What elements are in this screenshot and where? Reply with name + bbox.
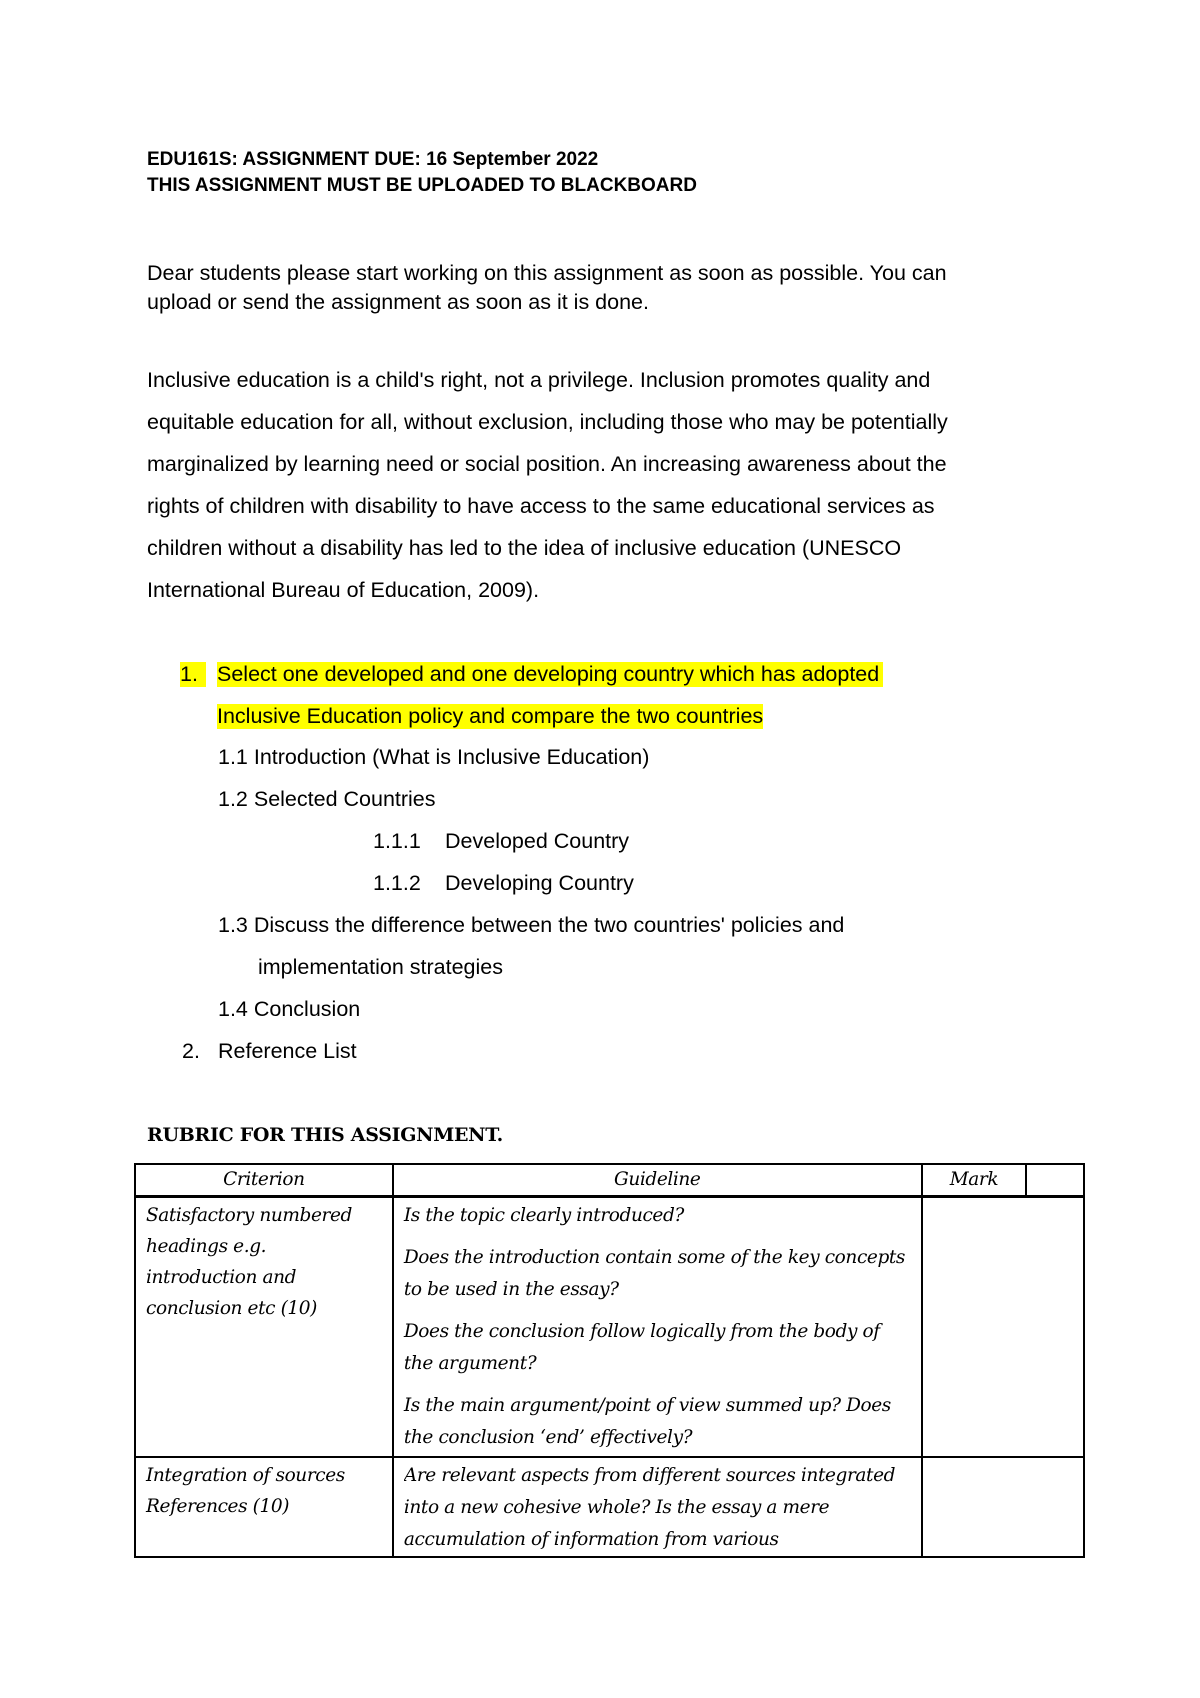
guideline-text: Does the introduction contain some of the key concepts to be used in the essay?: [403, 1247, 906, 1300]
paragraph-line: children without a disability has led to the idea of inclusive education (UNESCO: [147, 536, 902, 560]
guideline-cell: [393, 1457, 922, 1557]
guideline-text: Is the main argument/point of view summed up? Does the conclusion ‘end’ effectively?: [403, 1395, 891, 1448]
subtask-selected-countries: 1.2 Selected Countries: [218, 787, 436, 811]
mark-extra-header-cell: [1026, 1164, 1084, 1197]
rubric-header-row: [135, 1164, 1084, 1197]
mark-header: Mark: [922, 1164, 1027, 1197]
rubric-table: [134, 1163, 1085, 1558]
subtask-conclusion: 1.4 Conclusion: [218, 997, 361, 1021]
task-1-line-2: Inclusive Education policy and compare the two countries: [217, 704, 764, 728]
criterion-line: Integration of sources: [146, 1465, 345, 1486]
criterion-line: Satisfactory numbered: [146, 1205, 352, 1226]
criterion-line: References (10): [146, 1496, 290, 1517]
task-1-line-1: Select one developed and one developing country which has adopted: [217, 662, 883, 687]
subtask-introduction: 1.1 Introduction (What is Inclusive Education): [218, 745, 650, 769]
subsubtask-developed-country: Developed Country: [445, 829, 630, 853]
subtask-discuss-line-2: implementation strategies: [258, 955, 503, 979]
paragraph-line: marginalized by learning need or social position. An increasing awareness about the: [147, 452, 947, 476]
task-2-reference-list: Reference List: [218, 1039, 357, 1063]
subsubtask-2-number: 1.1.2: [373, 871, 421, 895]
task-1-number: 1.: [180, 662, 206, 687]
rubric-title: RUBRIC FOR THIS ASSIGNMENT.: [147, 1124, 503, 1146]
paragraph-line: rights of children with disability to have access to the same educational services as: [147, 494, 935, 518]
paragraph-line: Inclusive education is a child's right, not a privilege. Inclusion promotes quality and: [147, 368, 931, 392]
guideline-header: Guideline: [393, 1164, 922, 1197]
criterion-cell: [135, 1197, 393, 1458]
criterion-line: conclusion etc (10): [146, 1298, 317, 1319]
subsubtask-developing-country: Developing Country: [445, 871, 634, 895]
subtask-discuss-line-1: 1.3 Discuss the difference between the two countries' policies and: [218, 913, 845, 937]
mark-cell[interactable]: [922, 1197, 1084, 1458]
intro-line-1: Dear students please start working on this assignment as soon as possible. You can: [147, 261, 947, 285]
mark-cell[interactable]: [922, 1457, 1084, 1557]
upload-instruction-heading: THIS ASSIGNMENT MUST BE UPLOADED TO BLACKBOARD: [147, 175, 697, 196]
task-2-number: 2.: [182, 1039, 200, 1063]
intro-line-2: upload or send the assignment as soon as it is done.: [147, 290, 649, 314]
criterion-line: headings e.g.: [146, 1236, 267, 1257]
table-row: [135, 1457, 1084, 1557]
criterion-line: introduction and: [146, 1267, 297, 1288]
paragraph-line: equitable education for all, without exclusion, including those who may be potentially: [147, 410, 948, 434]
guideline-clip: [404, 1460, 911, 1554]
criterion-header: Criterion: [135, 1164, 393, 1197]
guideline-cell: [393, 1197, 922, 1458]
guideline-text: Are relevant aspects from different sources integrated into a new cohesive whole? Is the essay a mere accumulation of information from various: [403, 1465, 896, 1550]
assignment-due-heading: EDU161S: ASSIGNMENT DUE: 16 September 2022: [147, 149, 599, 170]
criterion-cell: [135, 1457, 393, 1557]
subsubtask-1-number: 1.1.1: [373, 829, 421, 853]
paragraph-line: International Bureau of Education, 2009).: [147, 578, 540, 602]
table-row: [135, 1197, 1084, 1458]
guideline-text: Is the topic clearly introduced?: [403, 1205, 684, 1226]
guideline-text: Does the conclusion follow logically from the body of the argument?: [403, 1321, 880, 1374]
